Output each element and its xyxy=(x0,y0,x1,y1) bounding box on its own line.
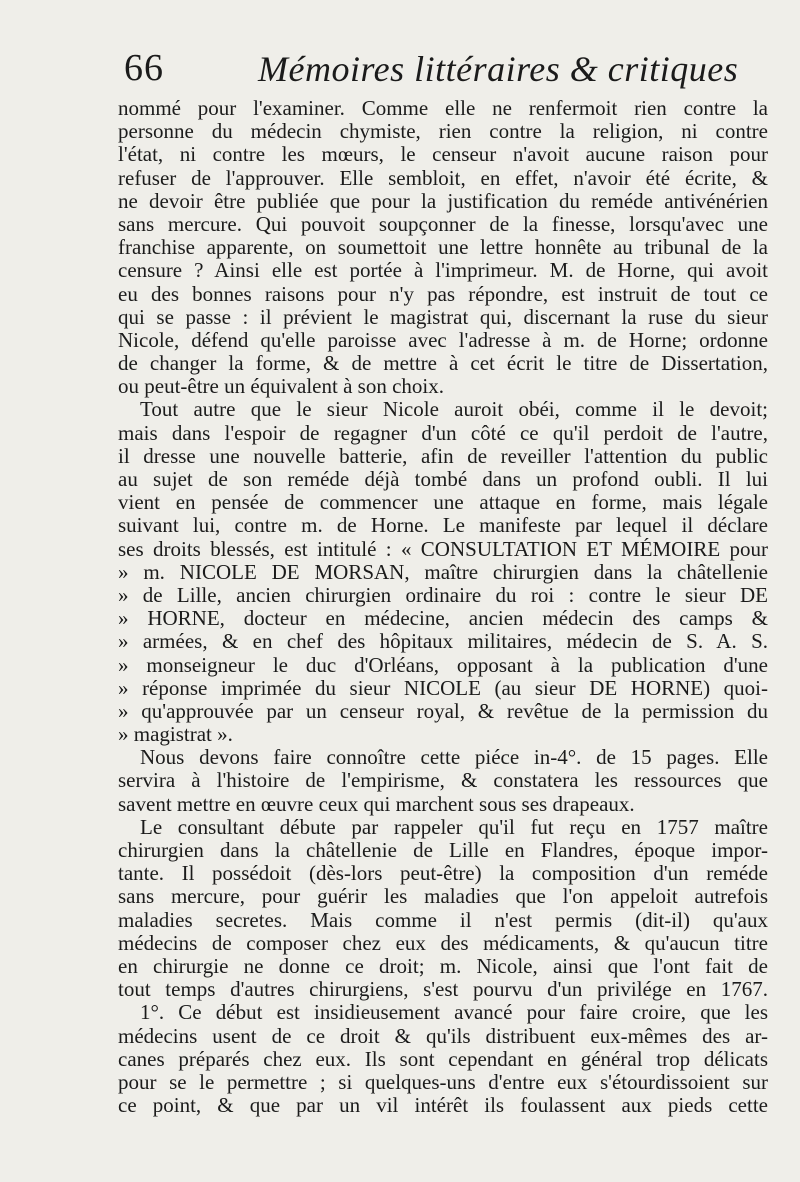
page-number: 66 xyxy=(124,47,164,89)
text-line: sans mercure. Qui pouvoit soupçonner de la finesse, lorsqu'avec une xyxy=(118,212,768,236)
text-line: censure ? Ainsi elle est portée à l'imprimeur. M. de Horne, qui avoit xyxy=(118,259,768,283)
text-line: canes préparés chez eux. Ils sont cependant en général trop délicats xyxy=(118,1047,768,1071)
text-line: qui se passe : il prévient le magistrat qui, discernant la ruse du sieur xyxy=(118,305,768,329)
text-line: refuser de l'approuver. Elle sembloit, en effet, n'avoir été écrite, & xyxy=(118,166,768,190)
text-line: vient en pensée de commencer une attaque en forme, mais légale xyxy=(118,491,768,515)
text-line: l'état, ni contre les mœurs, le censeur n'avoit aucune raison pour xyxy=(118,143,768,167)
text-line: tante. Il possédoit (dès-lors peut-être) la composition d'un reméde xyxy=(118,862,768,886)
text-line: ses droits blessés, est intitulé : « CONSULTATION ET MÉMOIRE pour xyxy=(118,537,768,561)
text-line: Tout autre que le sieur Nicole auroit obéi, comme il le devoit; xyxy=(140,398,768,422)
text-line: ce point, & que par un vil intérêt ils foulassent aux pieds cette xyxy=(118,1094,768,1118)
text-line: servira à l'histoire de l'empirisme, & constatera les ressources que xyxy=(118,769,768,793)
text-line: personne du médecin chymiste, rien contre la religion, ni contre xyxy=(118,120,768,144)
text-line: » armées, & en chef des hôpitaux militaires, médecin de S. A. S. xyxy=(118,630,768,654)
text-line: » de Lille, ancien chirurgien ordinaire du roi : contre le sieur DE xyxy=(118,583,768,607)
running-title: Mémoires littéraires & critiques xyxy=(258,49,739,89)
text-line: tout temps d'autres chirurgiens, s'est pourvu d'un privilége en 1767. xyxy=(118,978,768,1002)
text-line: Le consultant débute par rappeler qu'il fut reçu en 1757 maître xyxy=(140,815,768,839)
text-line: ne devoir être publiée que pour la justification du reméde antivénérien xyxy=(118,189,768,213)
text-line: Nous devons faire connoître cette piéce in-4°. de 15 pages. Elle xyxy=(140,746,768,770)
text-line: franchise apparente, on soumettoit une lettre honnête au tribunal de la xyxy=(118,236,768,260)
text-line: médecins de composer chez eux des médicaments, & qu'aucun titre xyxy=(118,931,768,955)
body-text xyxy=(118,97,768,1117)
page-header xyxy=(118,46,760,96)
text-line: » magistrat ». xyxy=(118,723,233,747)
text-line: au sujet de son reméde déjà tombé dans un profond oubli. Il lui xyxy=(118,468,768,491)
text-line: médecins usent de ce droit & qu'ils distribuent eux-mêmes des ar- xyxy=(118,1024,768,1048)
text-line: eu des bonnes raisons pour n'y pas répondre, est instruit de tout ce xyxy=(118,282,768,306)
text-line: » réponse imprimée du sieur NICOLE (au sieur DE HORNE) quoi- xyxy=(118,676,768,700)
text-line: nommé pour l'examiner. Comme elle ne renfermoit rien contre la xyxy=(118,97,768,120)
text-line: » qu'approuvée par un censeur royal, & revêtue de la permission du xyxy=(118,699,768,723)
text-line: 1°. Ce début est insidieusement avancé pour faire croire, que les xyxy=(140,1001,768,1025)
text-line: de changer la forme, & de mettre à cet écrit le titre de Dissertation, xyxy=(118,352,768,376)
text-line: en chirurgie ne donne ce droit; m. Nicole, ainsi que l'ont fait de xyxy=(118,954,768,978)
text-line: il dresse une nouvelle batterie, afin de reveiller l'attention du public xyxy=(118,444,768,468)
text-line: chirurgien dans la châtellenie de Lille en Flandres, époque impor- xyxy=(118,839,768,862)
text-line: » monseigneur le duc d'Orléans, opposant à la publication d'une xyxy=(118,653,768,677)
text-line: ou peut-être un équivalent à son choix. xyxy=(118,375,444,399)
text-line: maladies secretes. Mais comme il n'est permis (dit-il) qu'aux xyxy=(118,908,768,932)
text-line: » m. NICOLE DE MORSAN, maître chirurgien dans la châtellenie xyxy=(118,560,768,584)
text-line: » HORNE, docteur en médecine, ancien médecin des camps & xyxy=(118,607,768,631)
text-line: Nicole, défend qu'elle paroisse avec l'adresse à m. de Horne; ordonne xyxy=(118,328,768,352)
text-line: mais dans l'espoir de regagner d'un côté ce qu'il perdoit de l'autre, xyxy=(118,421,768,445)
text-line: savent mettre en œuvre ceux qui marchent sous ses drapeaux. xyxy=(118,792,635,816)
text-line: pour se le permettre ; si quelques-uns d'entre eux s'étourdissoient sur xyxy=(118,1070,768,1094)
text-line: suivant lui, contre m. de Horne. Le manifeste par lequel il déclare xyxy=(118,514,768,538)
text-line: sans mercure, pour guérir les maladies que l'on appeloit autrefois xyxy=(118,885,768,909)
